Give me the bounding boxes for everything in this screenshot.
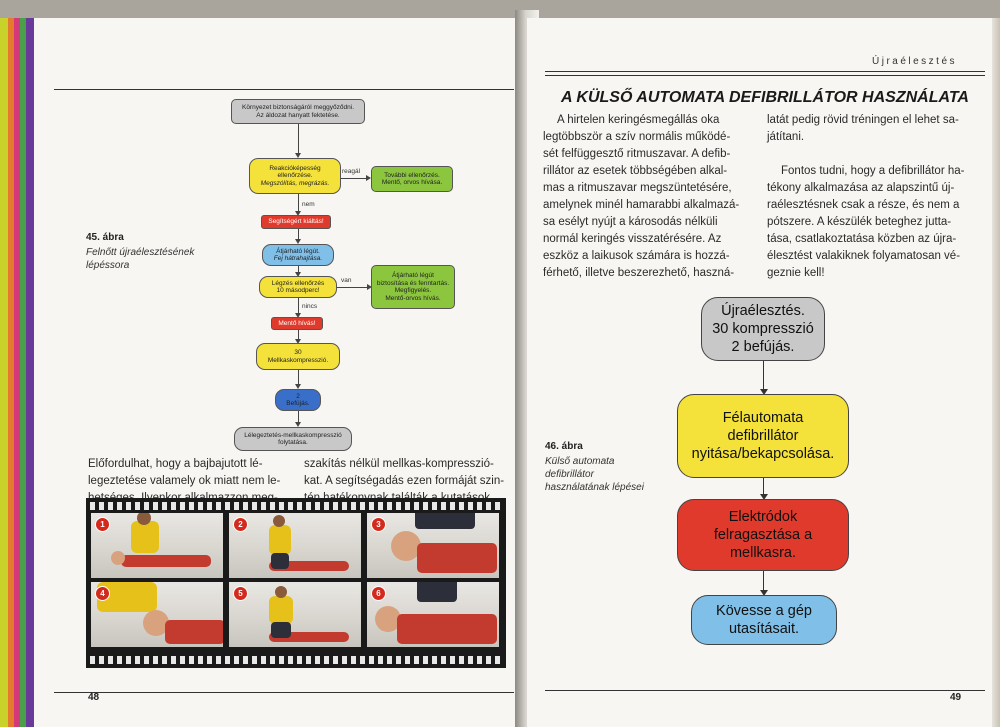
frame-number: 2 xyxy=(233,517,248,532)
flow-text: Mentő-orvos hívás. xyxy=(385,294,441,302)
label-nincs: nincs xyxy=(302,303,318,310)
flow-arrow xyxy=(298,298,299,314)
flow-arrow xyxy=(337,287,368,288)
text-line: szakítás nélkül mellkas-kompresszió- xyxy=(304,458,494,470)
flow-box-compression xyxy=(256,343,340,370)
text-line: legeztetése valamely ok miatt nem le- xyxy=(88,475,281,487)
flow-text: Kövesse a gép xyxy=(716,603,812,619)
label-reagal: reagál xyxy=(342,168,361,175)
flow-box-aed-open xyxy=(677,394,849,478)
frame-number: 6 xyxy=(371,586,386,601)
article-col1 xyxy=(543,112,753,282)
text-line: sét felfüggesztő ritmuszavar. A defib- xyxy=(543,148,731,160)
flow-text: Megfigyelés. xyxy=(394,287,432,294)
flow-box-airway xyxy=(262,244,334,266)
photo-frame-2 xyxy=(229,513,361,578)
flow-arrow xyxy=(763,478,764,495)
flow-text: felragasztása a xyxy=(713,527,813,543)
caption-line: lépéssora xyxy=(86,260,130,271)
frame-number: 5 xyxy=(233,586,248,601)
flow-text: nyitása/bekapcsolása. xyxy=(691,446,835,462)
flow-box-electrodes xyxy=(677,499,849,571)
flow-text: Megszólítás, megrázás. xyxy=(260,179,330,187)
right-page-edge xyxy=(992,18,1000,727)
text-line: geznie kell! xyxy=(767,267,825,279)
text-line: férhető, illetve beszerezhető, haszná- xyxy=(543,267,735,279)
photo-frame-1 xyxy=(91,513,223,578)
frame-number: 3 xyxy=(371,517,386,532)
film-sprocket xyxy=(90,656,502,664)
flow-box-environment xyxy=(231,99,365,124)
photo-frame-4 xyxy=(91,582,223,647)
flow-text: 30 xyxy=(294,349,302,356)
flow-text: Fej hátrahajtása. xyxy=(273,255,323,262)
flow-text: Mentő hívás! xyxy=(278,319,316,327)
flow-arrow xyxy=(298,370,299,385)
frame-number: 1 xyxy=(95,517,110,532)
text-line: normál keringés visszatérésére. Az xyxy=(543,233,722,245)
spacer xyxy=(767,146,987,163)
frame-number: 4 xyxy=(95,586,110,601)
flow-text: folytatása. xyxy=(278,439,308,446)
page-edge-top xyxy=(0,0,1000,18)
flow-text: Elektródok xyxy=(728,509,798,525)
flow-text: Lélegeztetés-mellkaskompresszió xyxy=(244,431,342,439)
text-line: legtöbbször a szív normális működé- xyxy=(543,131,731,143)
flow-box-airway-maintain xyxy=(371,265,455,309)
running-head: Újraélesztés xyxy=(872,56,958,67)
photo-frame-3 xyxy=(367,513,499,578)
flow-box-responsiveness xyxy=(249,158,341,194)
text-line: kat. A segítségadás ezen formáját szin- xyxy=(304,475,505,487)
caption-line: Felnőtt újraélesztésének xyxy=(86,247,195,258)
flow-text: ellenőrzése. xyxy=(277,172,313,180)
bottom-rule xyxy=(54,692,514,693)
text-line: mas a ritmuszavar megszüntetésére, xyxy=(543,182,732,194)
figure-caption xyxy=(545,455,644,494)
flow-box-breathing xyxy=(259,276,337,298)
flow-text: 2 xyxy=(296,392,300,400)
flow-text: További ellenőrzés. xyxy=(384,171,440,179)
text-line: pótszere. A készülék beteghez jutta- xyxy=(767,216,952,228)
flow-box-ambulance xyxy=(271,317,323,330)
flow-box-continue xyxy=(234,427,352,451)
flow-box-call-help xyxy=(261,215,331,229)
text-line: Előfordulhat, hogy a bajbajutott lé- xyxy=(88,458,263,470)
caption-line: defibrillátor xyxy=(545,469,594,480)
flow-arrow xyxy=(298,124,299,154)
flow-text: Az áldozat hanyatt fektetése. xyxy=(256,111,340,119)
caption-line: Külső automata xyxy=(545,456,615,467)
photo-strip xyxy=(86,498,506,668)
flow-text: Környezet biztonságáról meggyőződni. xyxy=(241,104,354,111)
text-line: A hirtelen keringésmegállás oka xyxy=(557,114,720,126)
flow-text: utasításait. xyxy=(728,621,800,637)
text-line: latát pedig rövid tréningen el lehet sa- xyxy=(767,114,959,126)
flow-arrow xyxy=(341,178,367,179)
label-nem: nem xyxy=(302,201,315,208)
film-sprocket xyxy=(90,502,502,510)
flow-text: defibrillátor xyxy=(727,428,799,444)
flow-box-breaths xyxy=(275,389,321,411)
top-rule xyxy=(54,89,514,90)
text-line: raélesztésnek csak a része, és nem a xyxy=(767,199,960,211)
flow-text: Mellkaskompresszió. xyxy=(267,356,329,364)
flow-arrow xyxy=(298,266,299,273)
text-line: játítani. xyxy=(767,131,805,143)
flow-text: Félautomata xyxy=(722,410,804,426)
flow-box-further-check xyxy=(371,166,453,192)
caption-line: használatának lépései xyxy=(545,482,644,493)
flow-text: Átjárható légút xyxy=(392,272,434,279)
bottom-rule xyxy=(545,690,985,691)
figure-number: 45. ábra xyxy=(86,232,124,243)
flow-box-follow-device xyxy=(691,595,837,645)
article-col2 xyxy=(767,112,987,282)
flow-text: 2 befújás. xyxy=(731,339,795,355)
text-line: élesztést valakiknek folyamatosan vé- xyxy=(767,250,961,262)
text-line: eszköz a laikusok számára is hozzá- xyxy=(543,250,730,262)
text-line: sa esélyt nyújt a károsodás nélküli xyxy=(543,216,718,228)
flow-box-cpr xyxy=(701,297,825,361)
flow-arrow xyxy=(763,571,764,591)
flow-text: Befújás. xyxy=(286,400,310,407)
flow-text: Mentő, orvos hívása. xyxy=(381,179,443,186)
page-title: A KÜLSŐ AUTOMATA DEFIBRILLÁTOR HASZNÁLATA xyxy=(561,89,969,106)
flow-arrow xyxy=(298,330,299,340)
text-line: rillátor az esetek többségében alkal- xyxy=(543,165,728,177)
text-line: tékony alkalmazása az alapszintű új- xyxy=(767,182,955,194)
flow-arrow xyxy=(298,194,299,212)
text-line: amelynek minél hamarabbi alkalmazá- xyxy=(543,199,740,211)
photo-frame-5 xyxy=(229,582,361,647)
flow-text: 10 másodperc! xyxy=(276,287,320,294)
page-number: 49 xyxy=(950,692,962,703)
right-page xyxy=(527,18,1000,727)
page-number: 48 xyxy=(88,692,100,703)
flow-text: biztosítása és fenntartás. xyxy=(376,279,450,287)
flow-text: mellkasra. xyxy=(729,545,797,561)
flow-arrow xyxy=(763,361,764,390)
flow-text: 30 kompresszió xyxy=(712,321,814,337)
flow-arrow xyxy=(298,411,299,423)
top-rule xyxy=(545,71,985,76)
label-van: van xyxy=(341,277,352,284)
flow-text: Újraélesztés. xyxy=(721,303,805,319)
figure-caption xyxy=(86,246,194,272)
flow-text: Átjárható légút. xyxy=(276,247,320,255)
figure-number: 46. ábra xyxy=(545,441,583,452)
flow-text: Segítségért kiáltás! xyxy=(268,218,324,226)
photo-frame-6 xyxy=(367,582,499,647)
flow-text: Reakcióképesség xyxy=(269,164,321,172)
text-line: Fontos tudni, hogy a defibrillátor ha- xyxy=(781,165,965,177)
text-line: tása, csatlakoztatása közben az újra- xyxy=(767,233,957,245)
flow-text: Légzés ellenőrzés xyxy=(271,279,325,287)
flow-arrow xyxy=(298,229,299,240)
